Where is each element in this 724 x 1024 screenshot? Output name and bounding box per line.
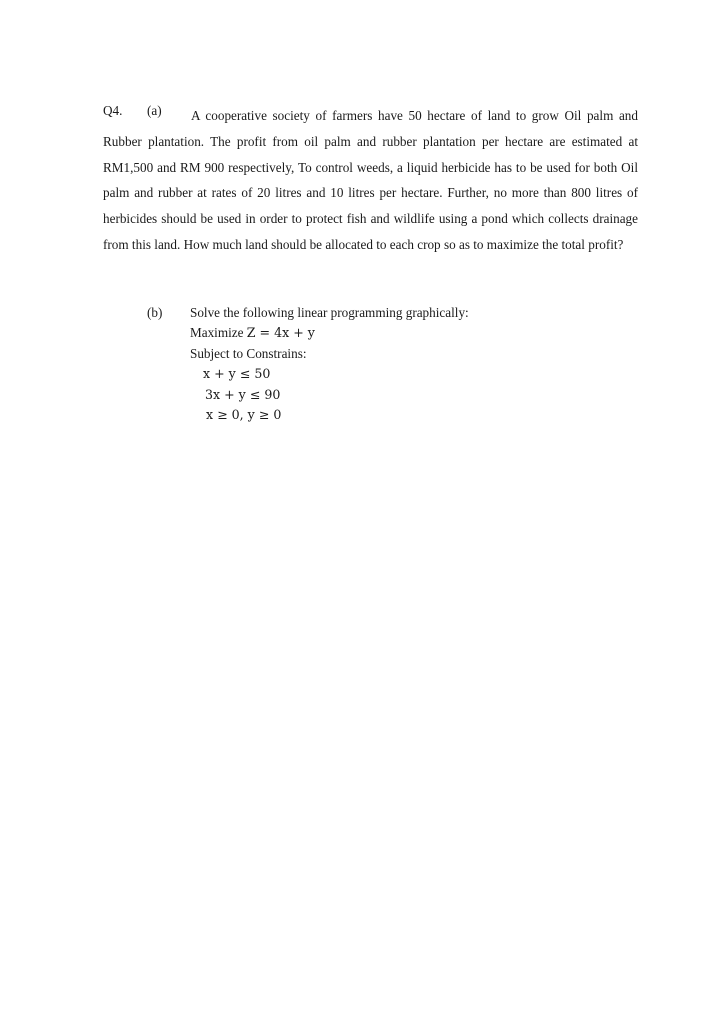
part-b-content (190, 305, 630, 427)
part-a-label: (a) (147, 103, 162, 118)
objective-math: Z = 4x + y (246, 325, 315, 341)
question-number: Q4. (103, 103, 123, 118)
constraint-1: x + y ≤ 50 (203, 366, 271, 382)
constraints-heading: Subject to Constrains: (190, 345, 307, 361)
objective-prefix: Maximize (190, 325, 247, 341)
part-a-text: A cooperative society of farmers have 50 hectare of land to grow Oil palm and Rubber plantation. The profit from oil palm and rubber plantation per hectare are estimated at RM1,500 and RM 900 respectively, To control weeds, a liquid herbicide has to be used for both Oil palm and rubber at rates of 20 litres and 10 litres per hectare. Further, no more than 800 litres of herbicides should be used in order to protect fish and wildlife using a pond which collects drainage from this land. How much land should be allocated to each crop so as to maximize the total profit? (103, 108, 638, 252)
part-b-instruction: Solve the following linear programming graphically: (190, 305, 469, 320)
constraint-3: x ≥ 0, y ≥ 0 (206, 406, 282, 422)
constraint-2: 3x + y ≤ 90 (205, 386, 281, 402)
part-b-label: (b) (147, 305, 163, 320)
